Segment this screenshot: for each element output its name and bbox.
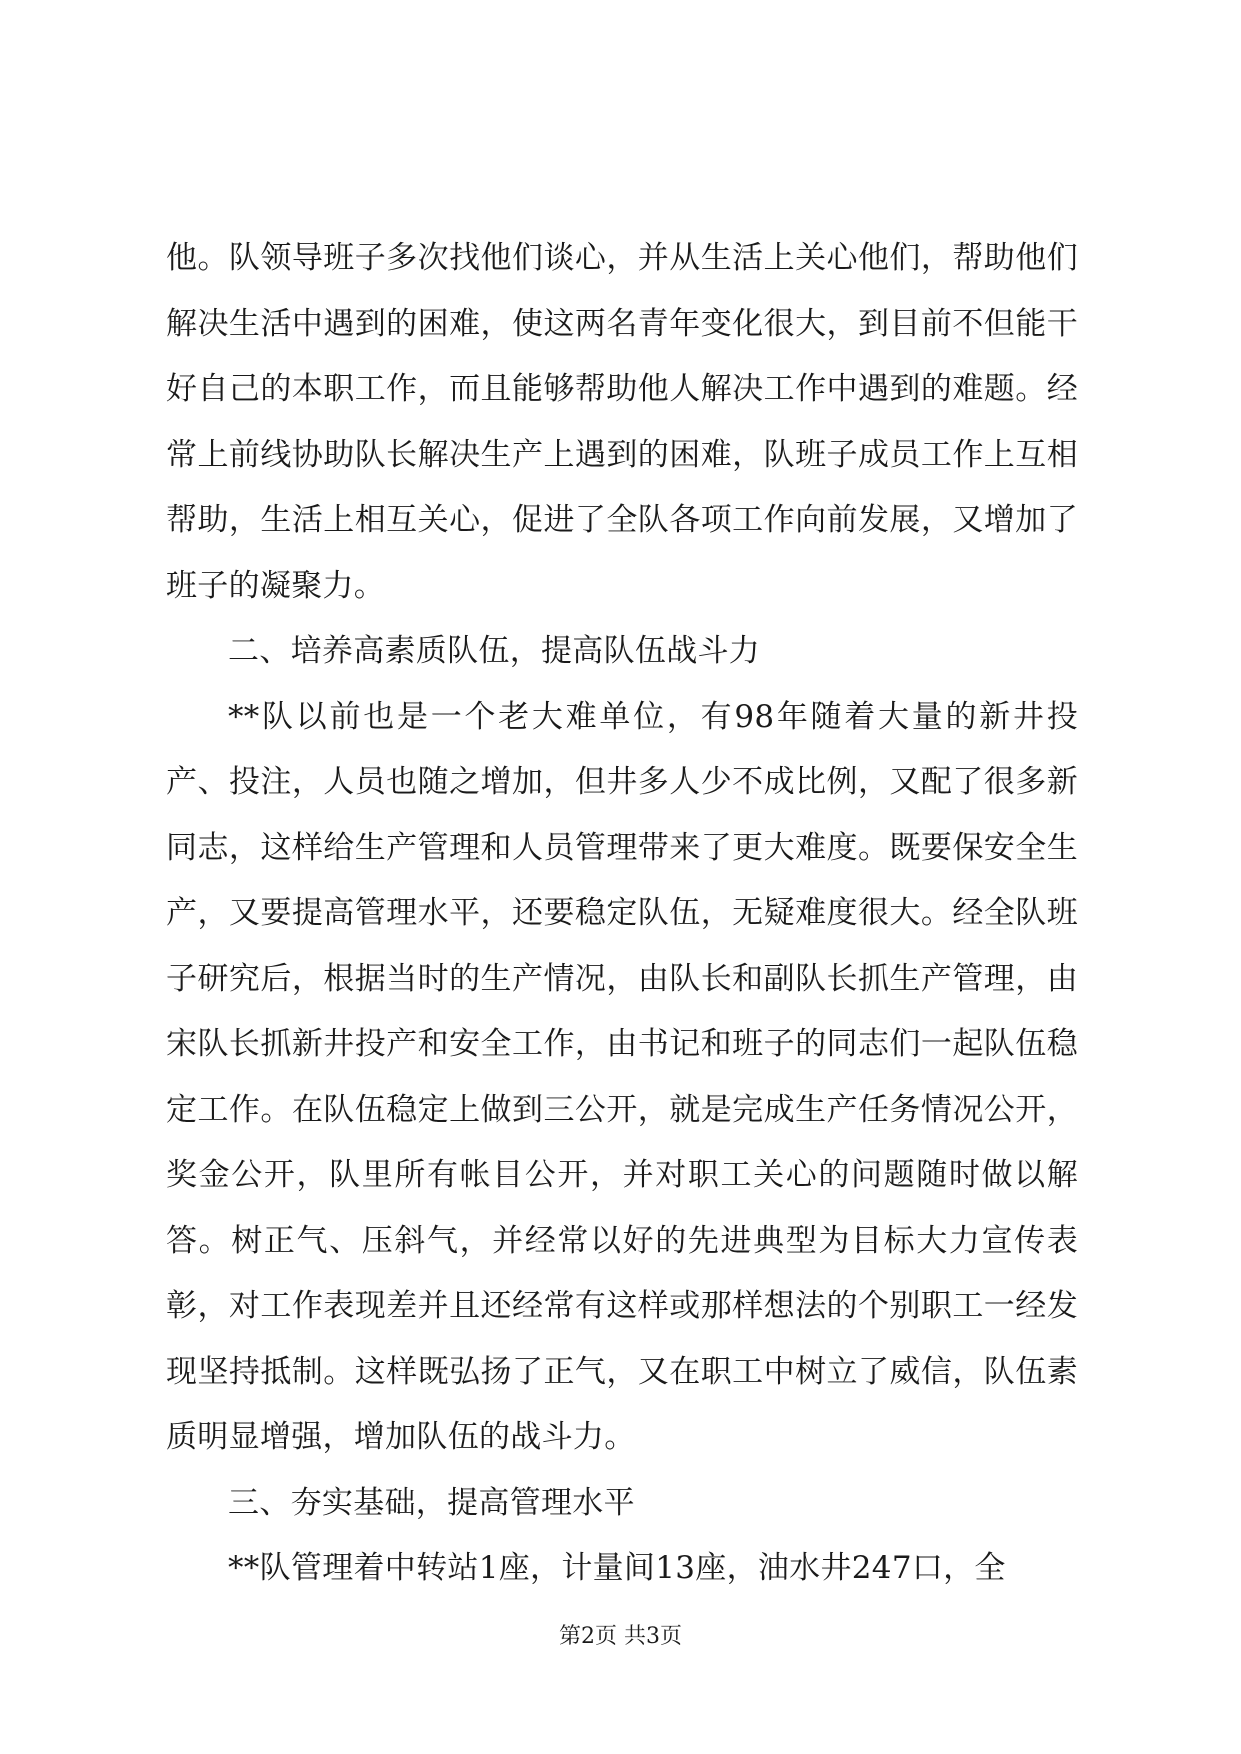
paragraph-team-building: **队以前也是一个老大难单位，有98年随着大量的新井投产、投注，人员也随之增加，但井多人少不成比例，又配了很多新同志，这样给生产管理和人员管理带来了更大难度。既要保安全生产，又要提高管理水平，还要稳定队伍，无疑难度很大。经全队班子研究后，根据当时的生产情况，由队长和副队长抓生产管理，由宋队长抓新井投产和安全工作，由书记和班子的同志们一起队伍稳定工作。在队伍稳定上做到三公开，就是完成生产任务情况公开，奖金公开，队里所有帐目公开，并对职工关心的问题随时做以解答。树正气、压斜气，并经常以好的先进典型为目标大力宣传表彰，对工作表现差并且还经常有这样或那样想法的个别职工一经发现坚持抵制。这样既弘扬了正气，又在职工中树立了威信，队伍素质明显增强，增加队伍的战斗力。 bbox=[166, 698, 1078, 1455]
paragraph-facilities: **队管理着中转站1座，计量间13座，油水井247口，全 bbox=[228, 1550, 1006, 1586]
page-number-footer: 第2页 共3页 bbox=[559, 1624, 682, 1649]
section-heading-2: 二、培养高素质队伍，提高队伍战斗力 bbox=[228, 633, 761, 669]
paragraph-continuation: 他。队领导班子多次找他们谈心，并从生活上关心他们，帮助他们解决生活中遇到的困难，使这两名青年变化很大，到目前不但能干好自己的本职工作，而且能够帮助他人解决工作中遇到的难题。经常上前线协助队长解决生产上遇到的困难，队班子成员工作上互相帮助，生活上相互关心，促进了全队各项工作向前发展，又增加了班子的凝聚力。 bbox=[166, 240, 1078, 604]
document-body bbox=[166, 226, 1078, 1602]
section-heading-3: 三、夯实基础，提高管理水平 bbox=[228, 1484, 635, 1521]
